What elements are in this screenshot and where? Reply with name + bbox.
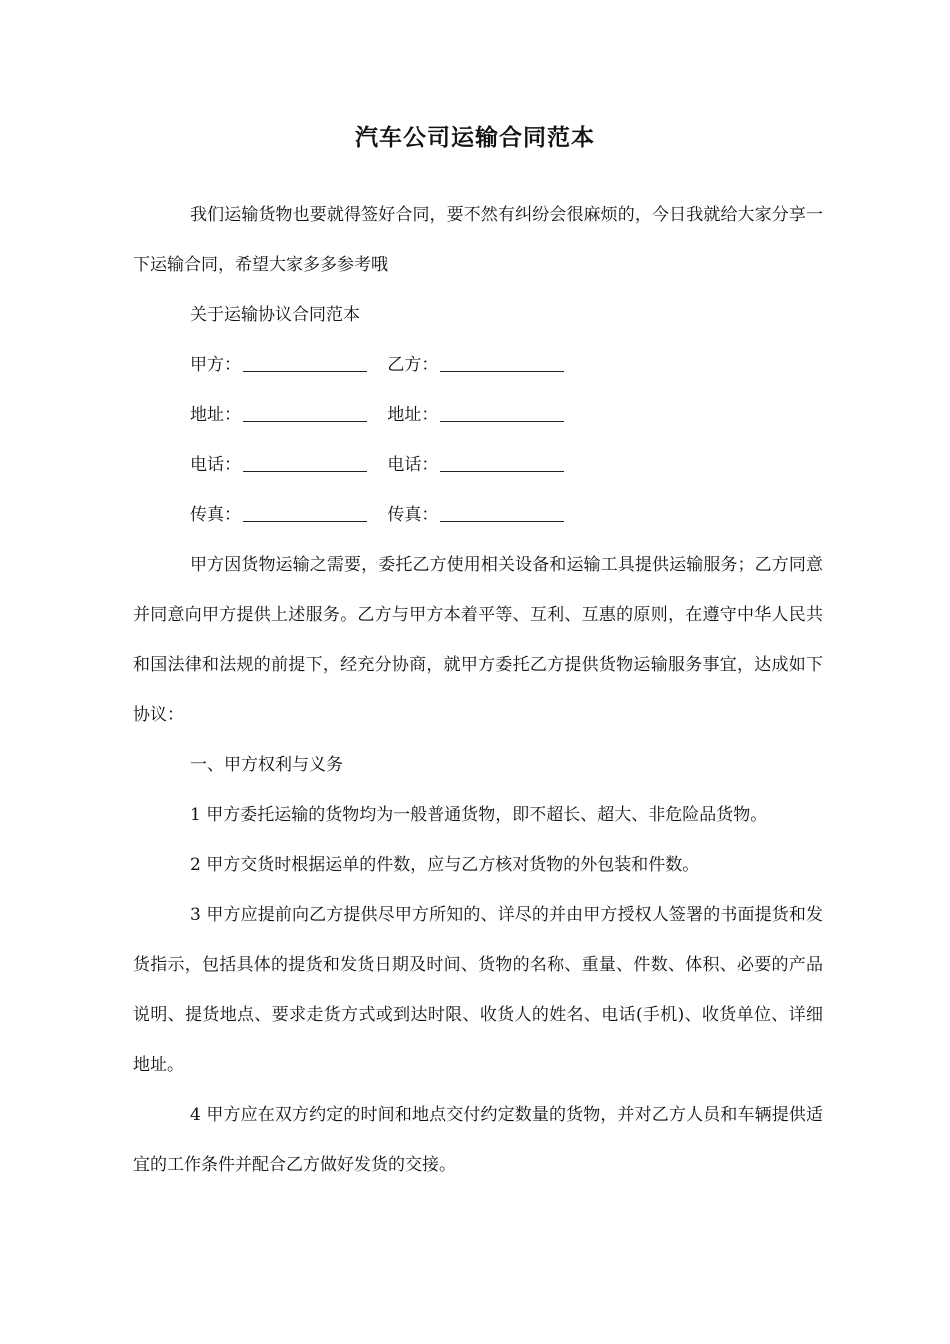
party-a-name-blank [243, 370, 367, 372]
party-a-fax-label: 传真： [190, 505, 241, 525]
intro-paragraph: 我们运输货物也要就得签好合同，要不然有纠纷会很麻烦的，今日我就给大家分享一下运输合同，希望大家多多参考哦 [133, 205, 823, 275]
party-row-phone [133, 440, 823, 490]
party-a-address-blank [243, 420, 367, 422]
party-a-fax-blank [243, 520, 367, 522]
party-a-name-label: 甲方： [190, 355, 241, 375]
clause-1: 1 甲方委托运输的货物均为一般普通货物，即不超长、超大、非危险品货物。 [190, 805, 768, 825]
party-b-phone-label: 电话： [387, 455, 439, 475]
party-a-phone-label: 电话： [190, 455, 241, 475]
party-a-address-label: 地址： [190, 405, 241, 425]
document-body [133, 190, 823, 1190]
section-heading: 一、甲方权利与义务 [190, 755, 343, 775]
party-b-fax-blank [440, 520, 564, 522]
party-row-address [133, 390, 823, 440]
party-b-address-label: 地址： [387, 405, 439, 425]
document-title: 汽车公司运输合同范本 [355, 125, 595, 151]
party-b-fax-label: 传真： [387, 505, 439, 525]
party-b-address-blank [440, 420, 564, 422]
preamble-paragraph: 甲方因货物运输之需要，委托乙方使用相关设备和运输工具提供运输服务；乙方同意并同意向甲方提供上述服务。乙方与甲方本着平等、互利、互惠的原则，在遵守中华人民共和国法律和法规的前提下，经充分协商，就甲方委托乙方提供货物运输服务事宜，达成如下协议： [133, 555, 823, 725]
party-b-name-label: 乙方： [387, 355, 439, 375]
party-row-name [133, 340, 823, 390]
clause-2: 2 甲方交货时根据运单的件数，应与乙方核对货物的外包装和件数。 [190, 855, 700, 875]
party-a-phone-blank [243, 470, 367, 472]
contract-subtitle: 关于运输协议合同范本 [190, 305, 360, 325]
party-b-name-blank [440, 370, 564, 372]
party-row-fax [133, 490, 823, 540]
clause-4: 4 甲方应在双方约定的时间和地点交付约定数量的货物，并对乙方人员和车辆提供适宜的工作条件并配合乙方做好发货的交接。 [133, 1105, 823, 1175]
party-b-phone-blank [440, 470, 564, 472]
clause-3: 3 甲方应提前向乙方提供尽甲方所知的、详尽的并由甲方授权人签署的书面提货和发货指示，包括具体的提货和发货日期及时间、货物的名称、重量、件数、体积、必要的产品说明、提货地点、要求走货方式或到达时限、收货人的姓名、电话(手机)、收货单位、详细地址。 [133, 905, 823, 1075]
